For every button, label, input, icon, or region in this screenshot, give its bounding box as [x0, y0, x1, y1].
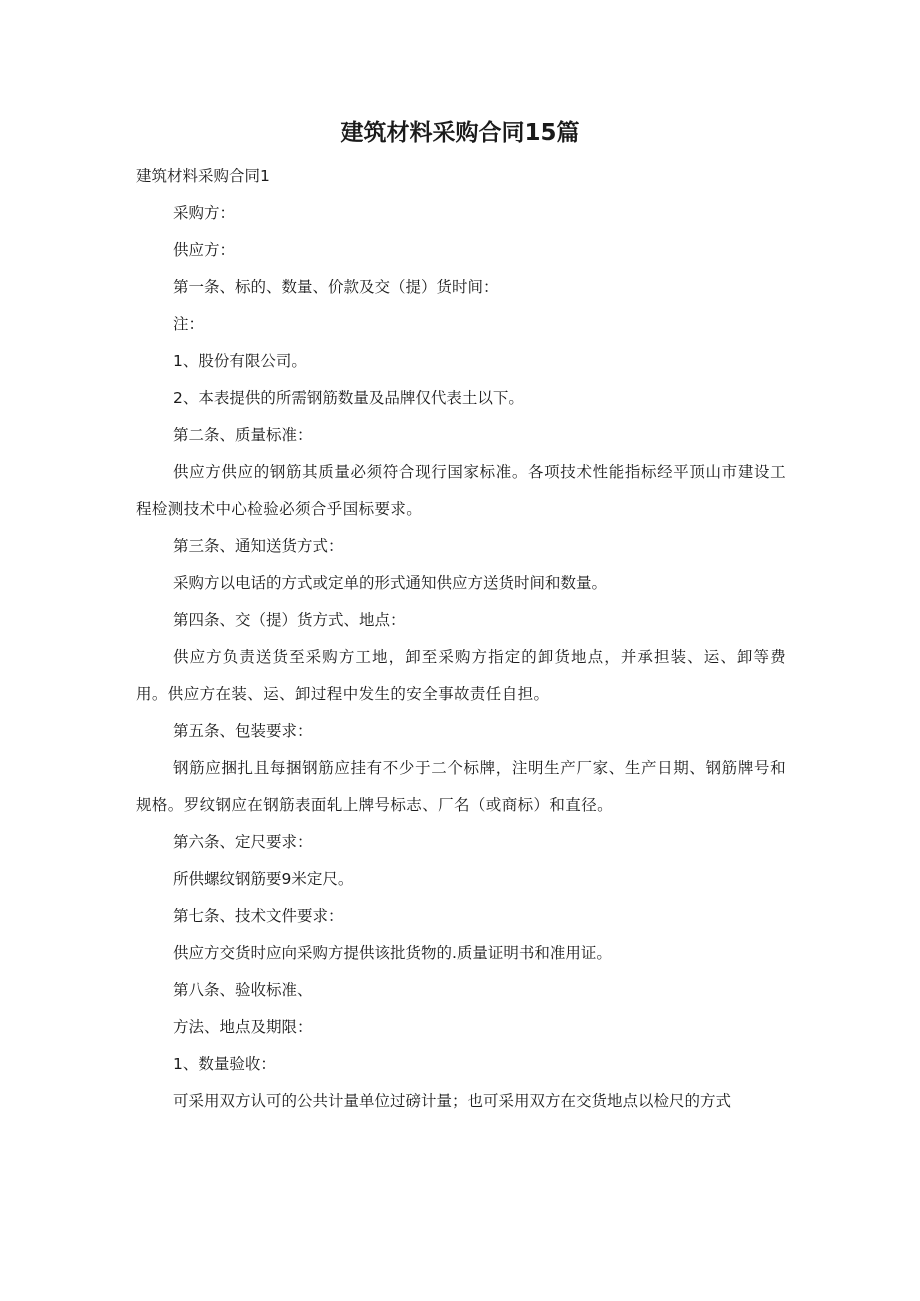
note-item-2: 2、本表提供的所需钢筋数量及品牌仅代表土以下。	[173, 389, 524, 407]
article-4-heading: 第四条、交（提）货方式、地点：	[173, 611, 406, 629]
supplier-line: 供应方：	[173, 241, 236, 259]
article-7-body: 供应方交货时应向采购方提供该批货物的.质量证明书和准用证。	[173, 944, 612, 962]
article-3-heading: 第三条、通知送货方式：	[173, 537, 344, 555]
contract-subtitle: 建筑材料采购合同1	[136, 167, 270, 185]
article-5-heading: 第五条、包装要求：	[173, 722, 313, 740]
article-3-body: 采购方以电话的方式或定单的形式通知供应方送货时间和数量。	[173, 574, 608, 592]
article-2-heading: 第二条、质量标准：	[173, 426, 313, 444]
quantity-check-heading: 1、数量验收：	[173, 1055, 276, 1073]
article-7-heading: 第七条、技术文件要求：	[173, 907, 344, 925]
document-body	[136, 158, 786, 1120]
article-2-body: 供应方供应的钢筋其质量必须符合现行国家标准。各项技术性能指标经平顶山市建设工程检测技术中心检验必须合乎国标要求。	[136, 463, 786, 518]
article-6-body: 所供螺纹钢筋要9米定尺。	[173, 870, 354, 888]
article-6-heading: 第六条、定尺要求：	[173, 833, 313, 851]
note-label: 注：	[173, 315, 205, 333]
article-8-heading: 第八条、验收标准、	[173, 981, 313, 999]
article-4-body: 供应方负责送货至采购方工地，卸至采购方指定的卸货地点，并承担装、运、卸等费用。供应方在装、运、卸过程中发生的安全事故责任自担。	[136, 648, 786, 703]
buyer-line: 采购方：	[173, 204, 236, 222]
article-8-heading-cont: 方法、地点及期限：	[173, 1018, 313, 1036]
article-1-heading: 第一条、标的、数量、价款及交（提）货时间：	[173, 278, 499, 296]
article-5-body: 钢筋应捆扎且每捆钢筋应挂有不少于二个标牌，注明生产厂家、生产日期、钢筋牌号和规格。罗纹钢应在钢筋表面轧上牌号标志、厂名（或商标）和直径。	[136, 759, 786, 814]
note-item-1: 1、股份有限公司。	[173, 352, 307, 370]
document-title: 建筑材料采购合同15篇	[340, 120, 580, 146]
quantity-check-body: 可采用双方认可的公共计量单位过磅计量；也可采用双方在交货地点以检尺的方式	[173, 1092, 732, 1110]
